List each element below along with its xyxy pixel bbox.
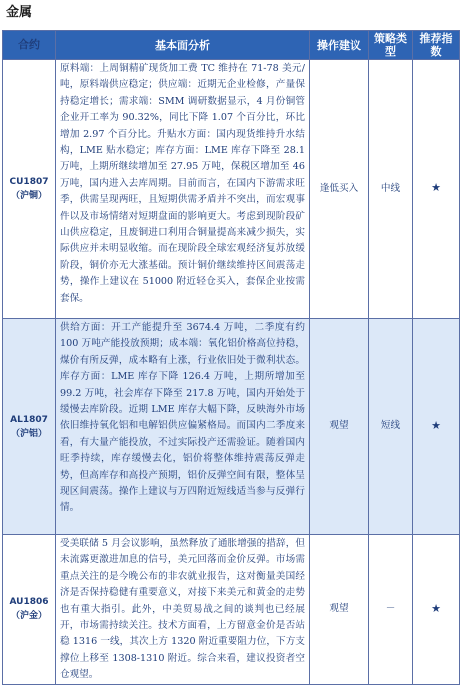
star-icon: ★	[431, 601, 441, 615]
header-recommend-index: 推荐指数	[413, 31, 460, 60]
rating-cell	[413, 535, 460, 685]
analysis-text: 供给方面：开工产能提升至 3674.4 万吨，二季度有约 100 万吨产能投放预期；成本端：氧化铝价格高位持稳，煤价有所反弹，成本略有上涨，行业依旧处于微利状态。库存方面：LME 库存下降 126.4 万吨，上期所增加至 99.2 万吨，社会库存下降至 217.8 万吨，国内开始处于缓慢去库阶段。近期 LME 库存大幅下降，反映海外市场依旧维持氧化铝和电解铝供应偏紧格局。而国内二季度来看，有大量产能投放，不过实际投产还需验证。随着国内旺季持续，库存缓慢去化，铝价将整体维持震荡反弹走势，但高库存和高投产预期，铝价反弹空间有限，整体呈现区间震荡。操作上建议与万四附近短线适当参与反弹行情。	[60, 322, 305, 514]
analysis-text: 原料端：上周铜精矿现货加工费 TC 维持在 71-78 美元/吨，原料端供应稳定；供应端：近期无企业检修，产量保持稳定增长；需求端：SMM 调研数据显示，4 月份铜管企业开工率为 90.32%，同比下降 1.07 个百分比，环比增加 2.97 个百分比。升贴水方面：国内现货维持升水结构，LME 贴水稳定；库存方面：LME 库存下降至 28.1 万吨，上期所继续增加至 27.95 万吨，保税区增加至 46 万吨，国内进入去库周期。目前而言，在国内下游需求旺季，供需呈现两旺，且短期供需矛盾并不突出，而宏观事件以及市场情绪对短期盘面的影响更大。考虑到现阶段矿山供应稳定，且废铜进口利用合铜量提高来减少损失，实际供应并未明显收缩。而在现阶段全球宏观经济复苏放缓阶段，铜价亦无大涨基础。预计铜价继续维持区间震荡走势，操作上建议在 51000 附近轻仓买入，套保企业按需套保。	[60, 63, 305, 304]
star-icon: ★	[431, 181, 441, 195]
contract-cell	[3, 319, 56, 535]
star-icon: ★	[431, 418, 441, 432]
strategy-cell: 中线	[369, 60, 413, 319]
header-contract: 合约	[3, 31, 56, 60]
table-row	[3, 535, 460, 685]
contract-code: AL1807	[10, 414, 48, 425]
contract-code: AU1806	[9, 597, 49, 608]
header-analysis: 基本面分析	[56, 31, 310, 60]
table-row	[3, 319, 460, 535]
strategy-table	[2, 30, 460, 685]
header-strategy-type: 策略类型	[369, 31, 413, 60]
suggestion-cell: 观望	[310, 535, 369, 685]
strategy-cell: 短线	[369, 319, 413, 535]
suggestion-cell: 逢低买入	[310, 60, 369, 319]
strategy-cell: －	[369, 535, 413, 685]
rating-cell	[413, 60, 460, 319]
contract-name: （沪铜）	[10, 191, 47, 201]
table-row	[3, 60, 460, 319]
section-title: 金属	[6, 5, 33, 20]
analysis-text: 受美联储 5 月会议影响，虽然释放了通胀增强的措辞，但未流露更激进加息的信号，美元回落而金价反弹。市场需重点关注的是今晚公布的非农就业报告，这对衡量美国经济是否保持稳健有重要意义，对接下来美元和黄金的走势也有重大指引。此外，中美贸易战之间的谈判也已经展开，市场需持续关注。技术方面看，上方留意金价是否站稳 1316 一线，其次上方 1320 附近重要阻力位，下方支撑位上移至 1308-1310 附近。综合来看，建议投资者空仓观望。	[60, 538, 305, 681]
contract-cell	[3, 60, 56, 319]
contract-name: （沪铝）	[10, 428, 47, 439]
rating-cell	[413, 319, 460, 535]
analysis-cell	[56, 60, 310, 319]
contract-name: （沪金）	[10, 611, 47, 622]
contract-cell	[3, 535, 56, 685]
analysis-cell	[56, 319, 310, 535]
table-header-row	[3, 31, 460, 60]
header-suggestion: 操作建议	[310, 31, 369, 60]
suggestion-cell: 观望	[310, 319, 369, 535]
analysis-cell	[56, 535, 310, 685]
contract-code: CU1807	[9, 177, 49, 187]
